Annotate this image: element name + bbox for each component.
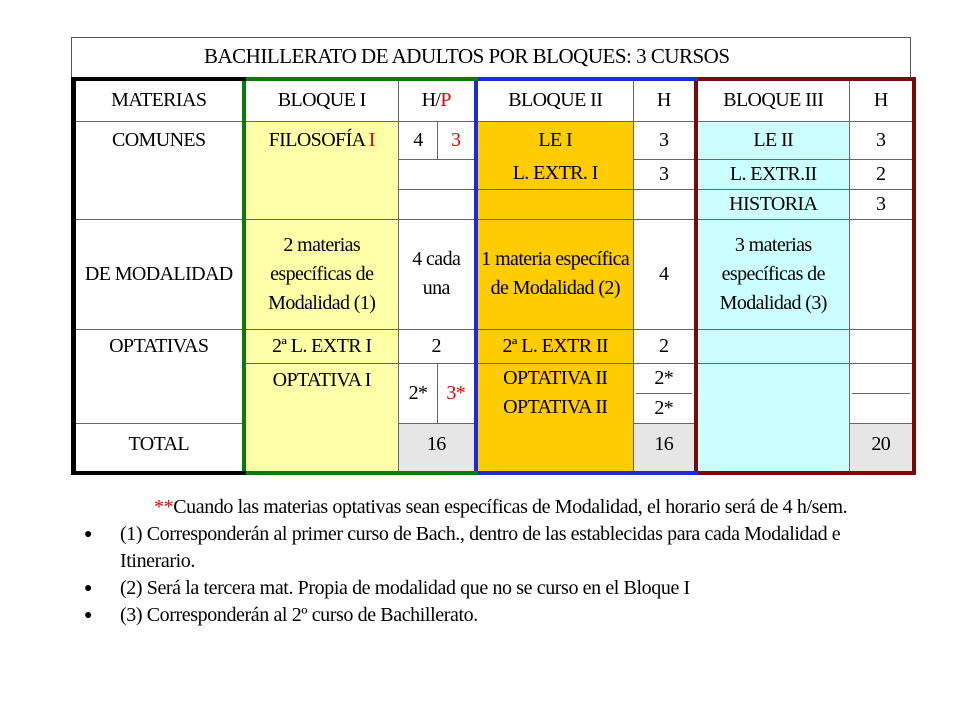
- header-hp: [399, 79, 476, 121]
- optativas-bloque2-optativa: [476, 363, 634, 423]
- table-title: BACHILLERATO DE ADULTOS POR BLOQUES: 3 CURSOS: [71, 37, 911, 77]
- note-asterisks: **: [154, 496, 174, 518]
- comunes-bloque2-le1: LE I: [476, 121, 634, 159]
- comunes-h2-lextr: 3: [634, 159, 696, 189]
- row-label-optativas: OPTATIVAS: [74, 329, 244, 363]
- table-row-total: [74, 423, 914, 473]
- comunes-spacer-2: [74, 189, 244, 219]
- optativas-bloque2-optativa-b: OPTATIVA II: [503, 396, 608, 419]
- modalidad-bloque2: 1 materia específica de Modalidad (2): [476, 219, 634, 329]
- comunes-bloque2-lextr: L. EXTR. I: [476, 159, 634, 189]
- optativas-hp-lextr: 2: [399, 329, 476, 363]
- list-item: [80, 521, 880, 575]
- optativas-bloque3-empty-2: [696, 363, 850, 423]
- optativas-bloque1-optativa: OPTATIVA I: [244, 363, 399, 423]
- optativas-p-optativa: 3*: [438, 363, 476, 423]
- optativas-bloque2-lextr: 2ª L. EXTR II: [476, 329, 634, 363]
- note-optativas-text: Cuando las materias optativas sean específicas de Modalidad, el horario será de 4 h/sem.: [173, 496, 848, 518]
- optativas-h2-lextr: 2: [634, 329, 696, 363]
- row-label-total: TOTAL: [74, 423, 244, 473]
- optativas-h2-optativa-b: 2*: [636, 393, 692, 423]
- note-3-text: (3) Corresponderán al 2º curso de Bachillerato.: [120, 604, 478, 626]
- comunes-bloque1: [244, 121, 399, 159]
- total-h3: 20: [850, 423, 914, 473]
- optativas-h3-sub-b: [852, 394, 910, 423]
- optativas-spacer: [74, 363, 244, 423]
- header-p: P: [440, 89, 451, 112]
- comunes-spacer: [74, 159, 244, 189]
- table-row: [74, 219, 914, 329]
- modalidad-bloque3: 3 materias específicas de Modalidad (3): [696, 219, 850, 329]
- optativas-bloque3-empty: [696, 329, 850, 363]
- modalidad-hp: 4 cada una: [399, 219, 476, 329]
- total-bloque1: [244, 423, 399, 473]
- comunes-h2-le1: 3: [634, 121, 696, 159]
- header-bloque-2: BLOQUE II: [476, 79, 634, 121]
- comunes-bloque3-historia: HISTORIA: [696, 189, 850, 219]
- comunes-bloque1-spacer-2: [244, 189, 399, 219]
- header-row: [74, 79, 914, 121]
- table-row: [74, 329, 914, 363]
- comunes-bloque3-lextr: L. EXTR.II: [696, 159, 850, 189]
- note-1-text: (1) Corresponderán al primer curso de Bach., dentro de las establecidas para cada Modalidad e Itinerario.: [120, 523, 841, 572]
- modalidad-h3-empty: [850, 219, 914, 329]
- comunes-h3-le2: 3: [850, 121, 914, 159]
- comunes-h3-historia: 3: [850, 189, 914, 219]
- bullet-icon: ●: [84, 581, 93, 596]
- header-bloque-3: BLOQUE III: [696, 79, 850, 121]
- optativas-bloque2-optativa-a: OPTATIVA II: [503, 367, 608, 390]
- optativas-h2-optativa-a: 2*: [654, 366, 674, 389]
- comunes-h: 4: [399, 121, 438, 159]
- comunes-bloque2-empty: [476, 189, 634, 219]
- header-bloque-1: BLOQUE I: [244, 79, 399, 121]
- total-bloque3: [696, 423, 850, 473]
- comunes-p: 3: [438, 121, 476, 159]
- total-bloque2: [476, 423, 634, 473]
- comunes-bloque3-le2: LE II: [696, 121, 850, 159]
- note-optativas: [80, 494, 880, 521]
- optativas-bloque1-lextr: 2ª L. EXTR I: [244, 329, 399, 363]
- optativas-h-optativa: 2*: [399, 363, 438, 423]
- table-row: [74, 363, 914, 423]
- bullet-icon: ●: [84, 527, 93, 542]
- list-item: [80, 602, 880, 629]
- list-item: [80, 575, 880, 602]
- comunes-h2-empty: [634, 189, 696, 219]
- comunes-h3-lextr: 2: [850, 159, 914, 189]
- bullet-icon: ●: [84, 608, 93, 623]
- schedule-table: [71, 77, 916, 475]
- notes-section: [80, 494, 880, 629]
- total-h2: 16: [634, 423, 696, 473]
- comunes-bloque1-red: I: [368, 128, 375, 151]
- table-row: [74, 189, 914, 219]
- comunes-hp-empty: [399, 159, 476, 189]
- optativas-h3-empty: [850, 329, 914, 363]
- optativas-h2-optativa: [634, 363, 696, 423]
- comunes-bloque1-text: FILOSOFÍA: [268, 128, 369, 151]
- optativas-h3-sub-a: [852, 364, 910, 394]
- header-h2: H: [634, 79, 696, 121]
- row-label-comunes: COMUNES: [74, 121, 244, 159]
- header-materias: MATERIAS: [74, 79, 244, 121]
- header-h: H/: [421, 89, 441, 112]
- table-row: [74, 159, 914, 189]
- modalidad-h2: 4: [634, 219, 696, 329]
- total-hp: 16: [399, 423, 476, 473]
- row-label-modalidad: DE MODALIDAD: [74, 219, 244, 329]
- note-2-text: (2) Será la tercera mat. Propia de modalidad que no se curso en el Bloque I: [120, 577, 690, 599]
- modalidad-bloque1: 2 materias específicas de Modalidad (1): [244, 219, 399, 329]
- optativas-h3-empty-2: [850, 363, 914, 423]
- table-row: [74, 121, 914, 159]
- header-h3: H: [850, 79, 914, 121]
- comunes-hp-empty-2: [399, 189, 476, 219]
- comunes-bloque1-spacer: [244, 159, 399, 189]
